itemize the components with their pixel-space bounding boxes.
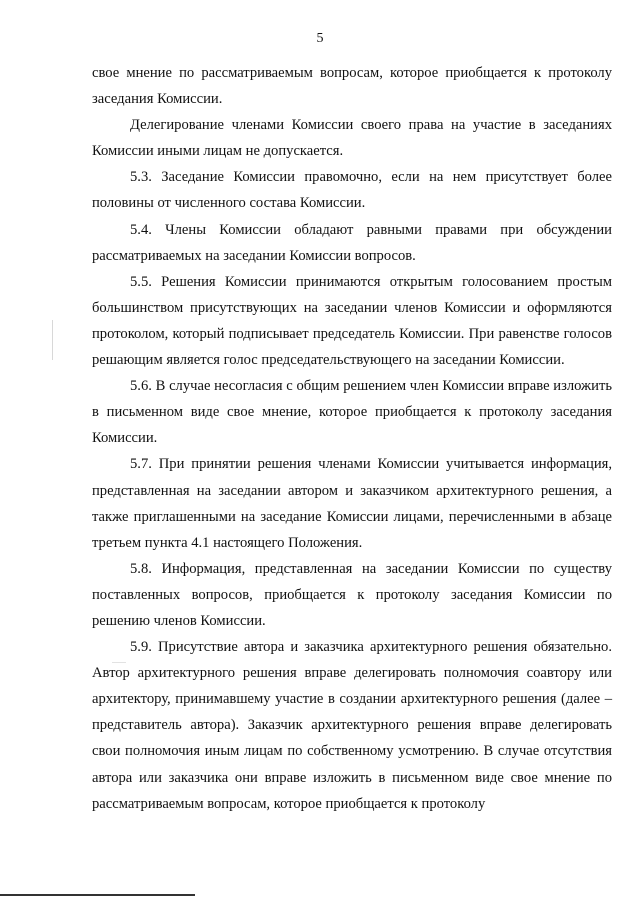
paragraph-5-9: 5.9. Присутствие автора и заказчика архитектурного решения обязательно. Автор архитектурного решения вправе делегировать полномочия соавтору или архитектору, принимавшему участие в создании архитектурного решения (далее – представитель автора). Заказчик архитектурного решения вправе делегировать свои полномочия иным лицам по собственному усмотрению. В случае отсутствия автора или заказчика они вправе изложить в письменном виде свое мнение по рассматриваемым вопросам, которое приобщается к протоколу: [92, 639, 612, 812]
paragraph-continuation: свое мнение по рассматриваемым вопросам, которое приобщается к протоколу заседания Комиссии.: [92, 65, 612, 108]
paragraph-5-5: 5.5. Решения Комиссии принимаются открытым голосованием простым большинством присутствующих на заседании членов Комиссии и оформляются протоколом, который подписывает председатель Комиссии. При равенстве голосов решающим является голос председательствующего на заседании Комиссии.: [92, 273, 612, 369]
page-number: 5: [316, 31, 324, 46]
paragraph-5-4: 5.4. Члены Комиссии обладают равными правами при обсуждении рассматриваемых на заседании Комиссии вопросов.: [92, 221, 612, 264]
scan-margin-mark: [112, 662, 126, 663]
paragraph-delegation: Делегирование членами Комиссии своего права на участие в заседаниях Комиссии иными лицам не допускается.: [92, 117, 612, 160]
paragraph-5-8: 5.8. Информация, представленная на заседании Комиссии по существу поставленных вопросов, приобщается к протоколу заседания Комиссии по решению членов Комиссии.: [92, 560, 612, 629]
scan-margin-mark: [52, 320, 53, 360]
paragraph-5-3: 5.3. Заседание Комиссии правомочно, если на нем присутствует более половины от численного состава Комиссии.: [92, 169, 612, 212]
footnote-divider: [0, 894, 195, 896]
paragraph-5-6: 5.6. В случае несогласия с общим решением член Комиссии вправе изложить в письменном виде свое мнение, которое приобщается к протоколу заседания Комиссии.: [92, 378, 612, 447]
paragraph-5-7: 5.7. При принятии решения членами Комиссии учитывается информация, представленная на заседании автором и заказчиком архитектурного решения, а также приглашенными на заседание Комиссии лицами, перечисленными в абзаце третьем пункта 4.1 настоящего Положения.: [92, 456, 612, 551]
document-body: [92, 60, 612, 817]
